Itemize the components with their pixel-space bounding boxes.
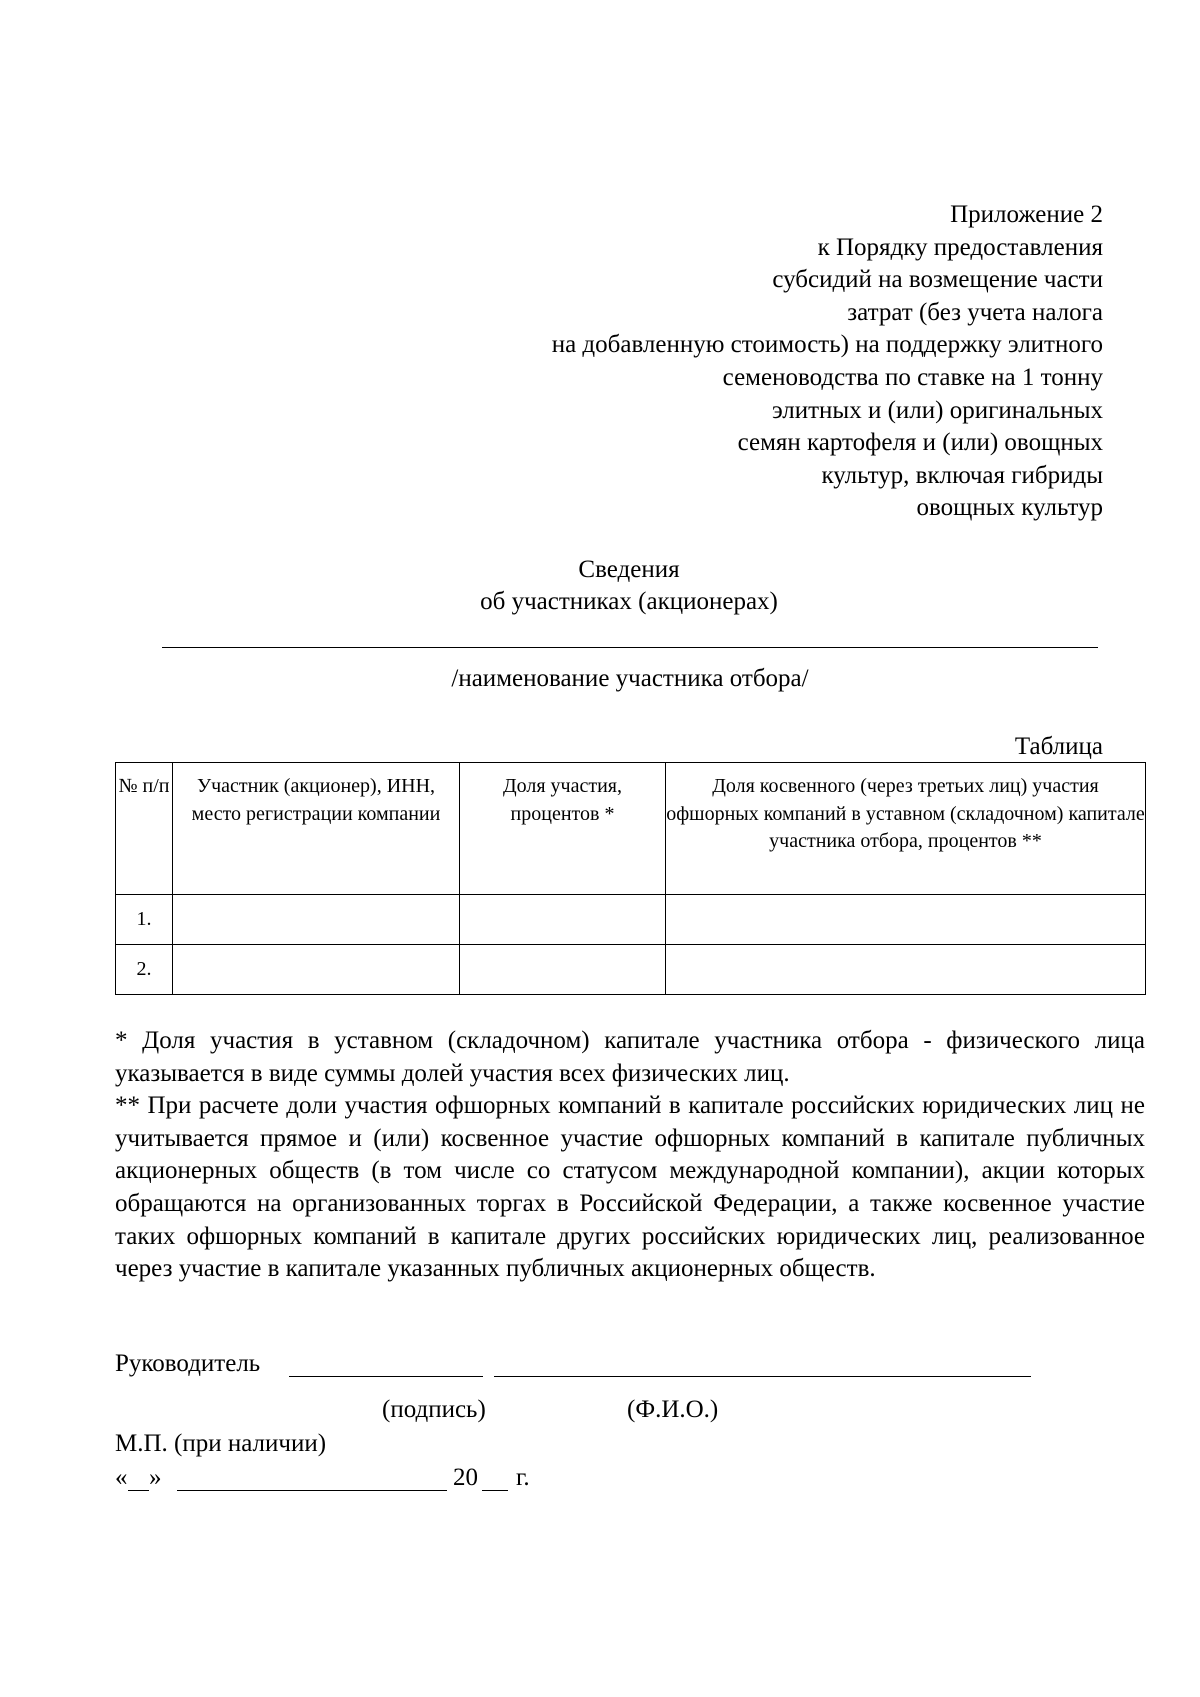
year-blank <box>482 1490 508 1491</box>
appendix-line: Приложение 2 <box>950 201 1103 228</box>
header-number: № п/п <box>116 763 173 895</box>
day-blank <box>128 1490 149 1491</box>
table-row <box>116 945 1146 995</box>
fio-blank <box>494 1376 1031 1377</box>
signature-caption: (подпись) <box>382 1396 486 1423</box>
table-label: Таблица <box>1014 733 1103 760</box>
stamp-label: М.П. (при наличии) <box>115 1430 327 1457</box>
cell-share <box>460 895 666 945</box>
appendix-line: на добавленную стоимость) на поддержку элитного <box>551 331 1103 359</box>
appendix-line: элитных и (или) оригинальных <box>771 396 1103 424</box>
participant-name-blank <box>162 647 1098 648</box>
participant-name-caption: /наименование участника отбора/ <box>451 665 809 692</box>
title-line-2: об участниках (акционерах) <box>480 588 778 615</box>
header-share: Доля участия, процентов * <box>460 763 666 895</box>
footnotes <box>115 1025 1145 1286</box>
month-blank <box>177 1490 447 1491</box>
title-line-1: Сведения <box>578 556 680 583</box>
head-label: Руководитель <box>115 1350 261 1377</box>
appendix-line: затрат (без учета налога <box>847 298 1103 326</box>
signature-blank <box>289 1376 483 1377</box>
cell-offshore-share <box>666 945 1146 995</box>
fio-caption: (Ф.И.О.) <box>627 1396 719 1423</box>
date-open-quote: « <box>115 1464 128 1491</box>
cell-share <box>460 945 666 995</box>
cell-participant <box>173 895 460 945</box>
table-row <box>116 895 1146 945</box>
appendix-line: субсидий на возмещение части <box>772 266 1103 294</box>
cell-number: 2. <box>116 945 173 995</box>
appendix-line: семеноводства по ставке на 1 тонну <box>722 363 1103 391</box>
cell-offshore-share <box>666 895 1146 945</box>
appendix-line: семян картофеля и (или) овощных <box>737 429 1103 457</box>
footnote-1: * Доля участия в уставном (складочном) капитале участника отбора - физического лица указывается в виде суммы долей участия всех физических лиц. <box>115 1027 1145 1087</box>
participants-table <box>115 762 1146 995</box>
date-year-suffix: г. <box>516 1464 530 1491</box>
footnote-2: ** При расчете доли участия офшорных компаний в капитале российских юридических лиц не учитывается прямое и (или) косвенное участие офшорных компаний в капитале публичных акционерных обществ (в том числе со статусом международной компании), акции которых обращаются на организованных торгах в Российской Федерации, а также косвенное участие таких офшорных компаний в капитале других российских юридических лиц, реализованное через участие в капитале указанных публичных акционерных обществ. <box>115 1092 1145 1283</box>
date-year-prefix: 20 <box>453 1464 478 1491</box>
header-participant: Участник (акционер), ИНН, место регистрации компании <box>173 763 460 895</box>
appendix-line: культур, включая гибриды <box>821 461 1103 489</box>
header-offshore-share: Доля косвенного (через третьих лиц) участия офшорных компаний в уставном (складочном) капитале участника отбора, процентов ** <box>666 763 1146 895</box>
cell-number: 1. <box>116 895 173 945</box>
appendix-line: овощных культур <box>916 494 1103 522</box>
cell-participant <box>173 945 460 995</box>
table-header-row <box>116 763 1146 895</box>
appendix-heading <box>552 199 1103 525</box>
appendix-line: к Порядку предоставления <box>817 233 1103 261</box>
date-close-quote: » <box>149 1464 162 1491</box>
document-title <box>0 554 1200 618</box>
